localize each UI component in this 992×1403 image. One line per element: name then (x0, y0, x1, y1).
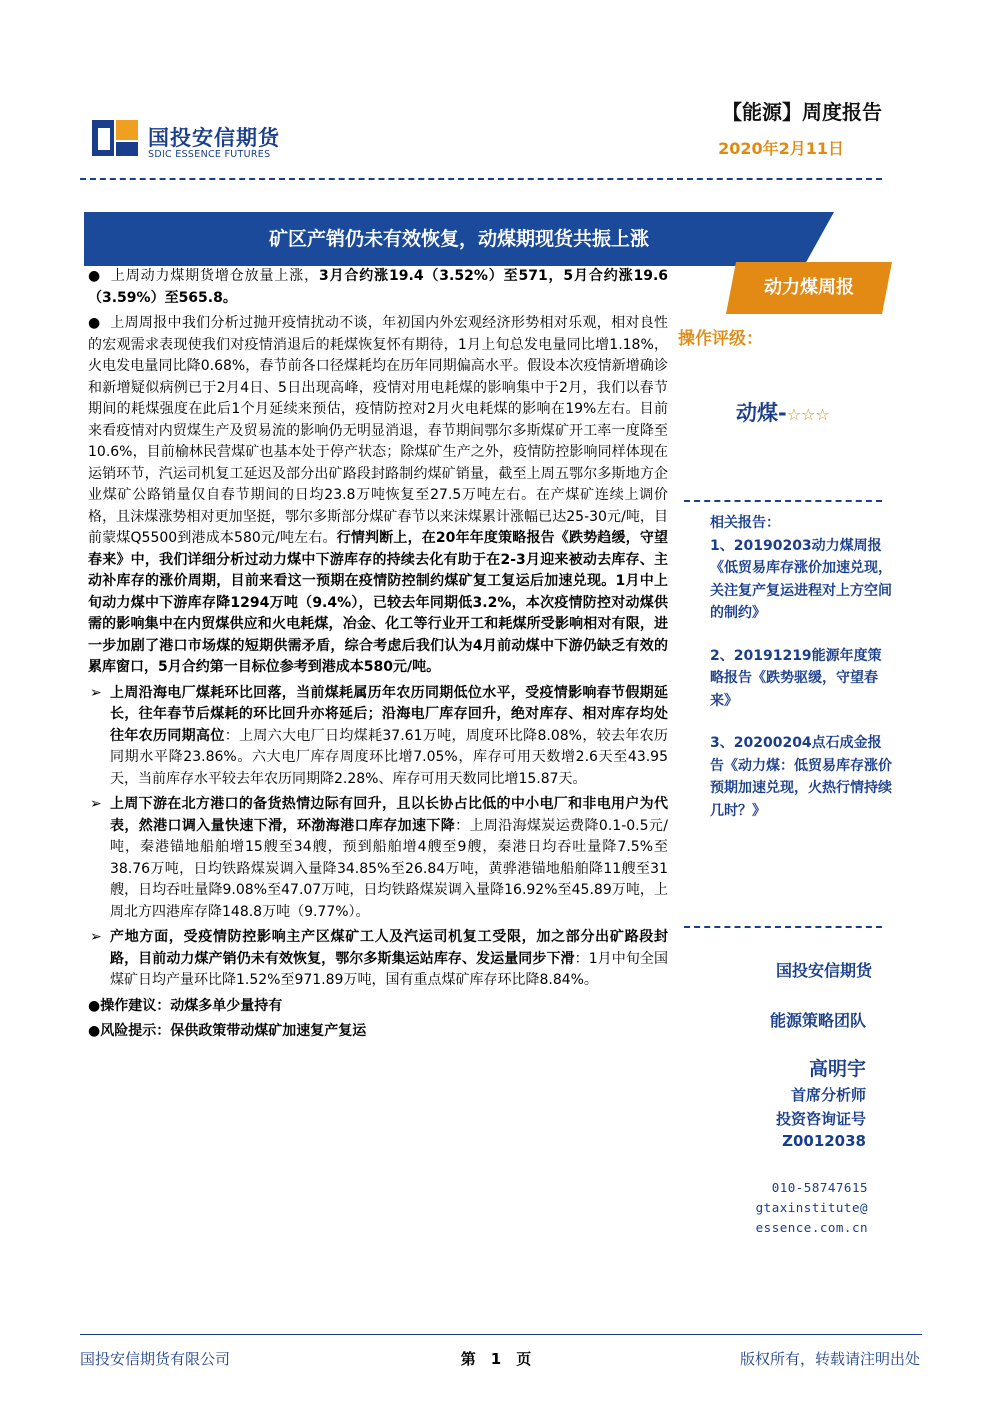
arrow-icon: ➢ (90, 684, 102, 701)
page-number: 第 1 页 (460, 1350, 532, 1368)
analyst-role: 首席分析师 (790, 1086, 866, 1104)
related-report-item: 2、20191219能源年度策略报告《跌势驱缓，守望春来》 (710, 647, 882, 709)
cert-number: Z0012038 (782, 1132, 866, 1150)
list-item: ➢ 上周下游在北方港口的备货热情边际有回升，且以长协占比低的中小电厂和非电用户为代表，然港口调入量快速下滑，环渤海港口库存加速下降：上周沿海煤炭运费降0.1-0.5元/吨，秦港锚地船舶增15艘至34艘，预到船舶增4艘至9艘，秦港日均吞吐量降7.5%至38.76万吨，日均铁路煤炭调入量降34.85%至26.84万吨，黄骅港锚地船舶降11艘至31艘，日均吞吐量降9.08%至47.07万吨，日均铁路煤炭调入量降16.92%至45.89万吨，上周北方四港库存降148.8万吨（9.77%）。 (90, 796, 668, 920)
headline: 矿区产销仍未有效恢复，动煤期现货共振上涨 (268, 228, 649, 250)
sidebar-divider (684, 500, 882, 502)
header-divider (80, 178, 882, 180)
company-logo-cn: 国投安信期货 (148, 126, 280, 150)
footer-divider (80, 1334, 922, 1335)
company-logo-mark (92, 118, 138, 158)
rating-value: 动煤-☆☆☆ (736, 401, 830, 425)
list-item: ➢ 上周沿海电厂煤耗环比回落，当前煤耗属历年农历同期低位水平，受疫情影响春节假期延长，往年春节后煤耗的环比回升亦将延后；沿海电厂库存回升，绝对库存、相对库存均处往年农历同期高位：上周六大电厂日均煤耗37.61万吨，周度环比降8.08%，较去年农历同期水平降23.86%。六大电厂库存周度环比增7.05%，库存可用天数增2.6天至43.95天，当前库存水平较去年农历同期降2.28%、库存可用天数同比增15.87天。 (90, 684, 669, 787)
bullet-icon: ● (88, 315, 101, 331)
report-tag: 动力煤周报 (764, 277, 854, 298)
list-item: ➢ 产地方面，受疫情防控影响主产区煤矿工人及汽运司机复工受限，加之部分出矿路段封路，目前动力煤产销仍未有效恢复，鄂尔多斯集运站库存、发运量同步下滑：1月中旬全国煤矿日均产量环比降1.52%至971.89万吨，国有重点煤矿库存环比降8.84%。 (90, 929, 668, 988)
phone-number: 010-58747615 (771, 1180, 868, 1195)
footer-rights: 版权所有，转载请注明出处 (739, 1350, 920, 1368)
star-icon: ☆☆☆ (786, 405, 830, 424)
analysis-paragraph: ● 上周周报中我们分析过抛开疫情扰动不谈，年初国内外宏观经济形势相对乐观，相对良性的宏观需求表现使我们对疫情消退后的耗煤恢复怀有期待，1月上旬总发电量同比增1.18%，火电发电量同比降0.68%，春节前各口径煤耗均在历年同期偏高水平。假设本次疫情新增确诊和新增疑似病例已于2月4日、5日出现高峰，疫情对用电耗煤的影响集中于2月，我们以春节期间的耗煤强度在此后1个月延续来预估，疫情防控对2月火电耗煤的影响在19%左右。目前来看疫情对内贸煤生产及贸易流的影响仍无明显消退，春节期间鄂尔多斯煤矿开工率一度降至10.6%，目前榆林民营煤矿也基本处于停产状态；除煤矿生产之外，疫情防控影响同样体现在运销环节，汽运司机复工延迟及部分出矿路段封路制约煤矿销量，截至上周五鄂尔多斯地方企业煤矿公路销量仅自春节期间的日均23.8万吨恢复至27.5万吨左右。在产煤矿连续上调价格，且沫煤涨势相对更加坚挺，鄂尔多斯部分煤矿春节以来沫煤累计涨幅已达25-30元/吨，目前蒙煤Q5500到港成本580元/吨左右。行情判断上，在20年年度策略报告《跌势趋缓，守望春来》中，我们详细分析过动力煤中下游库存的持续去化有助于在2-3月迎来被动去库存、主动补库存的涨价周期，目前来看这一预期在疫情防控制约煤矿复工复运后加速兑现。1月中上旬动力煤中下游库存降1294万吨（9.4%），已较去年同期低3.2%，本次疫情防控对动煤供需的影响集中在内贸煤供应和火电耗煤，冶金、化工等行业开工和耗煤所受影响相对有限，进一步加剧了港口市场煤的短期供需矛盾，综合考虑后我们认为4月前动煤中下游仍缺乏有效的累库窗口，5月合约第一目标位参考到港成本580元/吨。 (88, 315, 669, 675)
org-name: 国投安信期货 (775, 961, 872, 980)
report-type: 【能源】周度报告 (722, 100, 882, 124)
summary-paragraph: ● 上周动力煤期货增仓放量上涨，3月合约涨19.4（3.52%）至571，5月合约涨19.6（3.59%）至565.8。 (88, 268, 669, 306)
footer-company: 国投安信期货有限公司 (80, 1350, 231, 1368)
related-report-item: 3、20200204点石成金报告《动力煤：低贸易库存涨价预期加速兑现，火热行情持续几时？》 (710, 735, 892, 819)
team-name: 能源策略团队 (769, 1011, 866, 1030)
rating-label: 操作评级： (678, 329, 763, 349)
company-logo-en: SDIC ESSENCE FUTURES (148, 149, 271, 160)
bullet-icon: ● (88, 268, 101, 284)
risk-notice: ●风险提示：保供政策带动煤矿加速复产复运 (88, 1023, 367, 1039)
operation-advice: ●操作建议：动煤多单少量持有 (88, 997, 283, 1014)
related-reports (710, 512, 892, 842)
email-line-2: essence.com.cn (755, 1220, 868, 1235)
related-title: 相关报告： (710, 515, 780, 531)
sidebar-divider (684, 926, 882, 928)
report-date: 2020年2月11日 (718, 139, 844, 158)
related-report-item: 1、20190203动力煤周报《低贸易库存涨价加速兑现，关注复产复运进程对上方空间的制约》 (710, 537, 892, 621)
cert-label: 投资咨询证号 (775, 1110, 866, 1128)
arrow-icon: ➢ (90, 796, 102, 812)
arrow-icon: ➢ (90, 929, 102, 945)
analyst-name: 高明宇 (808, 1058, 866, 1080)
main-content (88, 266, 668, 1047)
email-line-1: gtaxinstitute@ (755, 1200, 868, 1215)
